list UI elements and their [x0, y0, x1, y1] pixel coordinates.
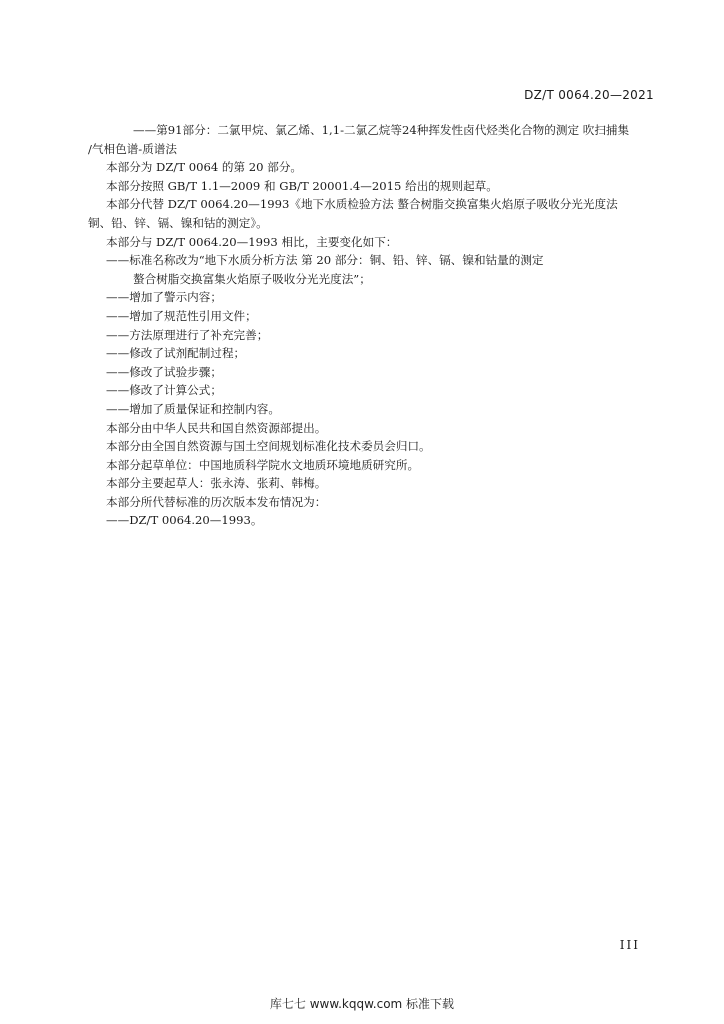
foreword-body — [88, 121, 660, 530]
text-line: 本部分代替 DZ/T 0064.20—1993《地下水质检验方法 螯合树脂交换富集火焰原子吸收分光光度法 — [106, 197, 618, 212]
text-line: ——第91部分：二氯甲烷、氯乙烯、1,1-二氯乙烷等24种挥发性卤代烃类化合物的测定 吹扫捕集 — [133, 123, 630, 137]
text-line: 本部分由中华人民共和国自然资源部提出。 — [106, 420, 327, 435]
text-line: 铜、铅、锌、镉、镍和钴的测定》。 — [88, 215, 268, 230]
change-item: ——修改了试剂配制过程； — [106, 346, 246, 361]
page-number: III — [619, 938, 640, 952]
text-line: 本部分与 DZ/T 0064.20—1993 相比，主要变化如下： — [106, 234, 398, 249]
change-item: ——修改了计算公式； — [106, 383, 222, 398]
text-line: 本部分所代替标准的历次版本发布情况为： — [106, 494, 327, 509]
text-line: 本部分由全国自然资源与国土空间规划标准化技术委员会归口。 — [106, 439, 431, 454]
text-line: 本部分为 DZ/T 0064 的第 20 部分。 — [106, 160, 303, 175]
text-line: /气相色谱-质谱法 — [88, 141, 177, 156]
text-line: 本部分起草单位：中国地质科学院水文地质环境地质研究所。 — [106, 457, 420, 472]
change-item: ——方法原理进行了补充完善； — [106, 327, 269, 342]
change-item: ——修改了试验步骤； — [106, 364, 222, 379]
text-line: ——DZ/T 0064.20—1993。 — [106, 513, 263, 528]
text-line: 本部分按照 GB/T 1.1—2009 和 GB/T 20001.4—2015 给出的规则起草。 — [106, 178, 498, 193]
change-item: ——增加了质量保证和控制内容。 — [106, 401, 280, 416]
document-code-header: DZ/T 0064.20—2021 — [524, 88, 654, 102]
text-line: 本部分主要起草人：张永涛、张莉、韩梅。 — [106, 476, 327, 491]
change-item: ——增加了警示内容； — [106, 290, 222, 305]
footer-watermark: 库七七 www.kqqw.com 标准下载 — [269, 997, 455, 1011]
change-item: ——标准名称改为“地下水质分析方法 第 20 部分：铜、铅、锌、镉、镍和钴量的测定 — [106, 253, 544, 268]
change-item-continuation: 螯合树脂交换富集火焰原子吸收分光光度法”； — [133, 271, 371, 286]
change-item: ——增加了规范性引用文件； — [106, 308, 257, 323]
